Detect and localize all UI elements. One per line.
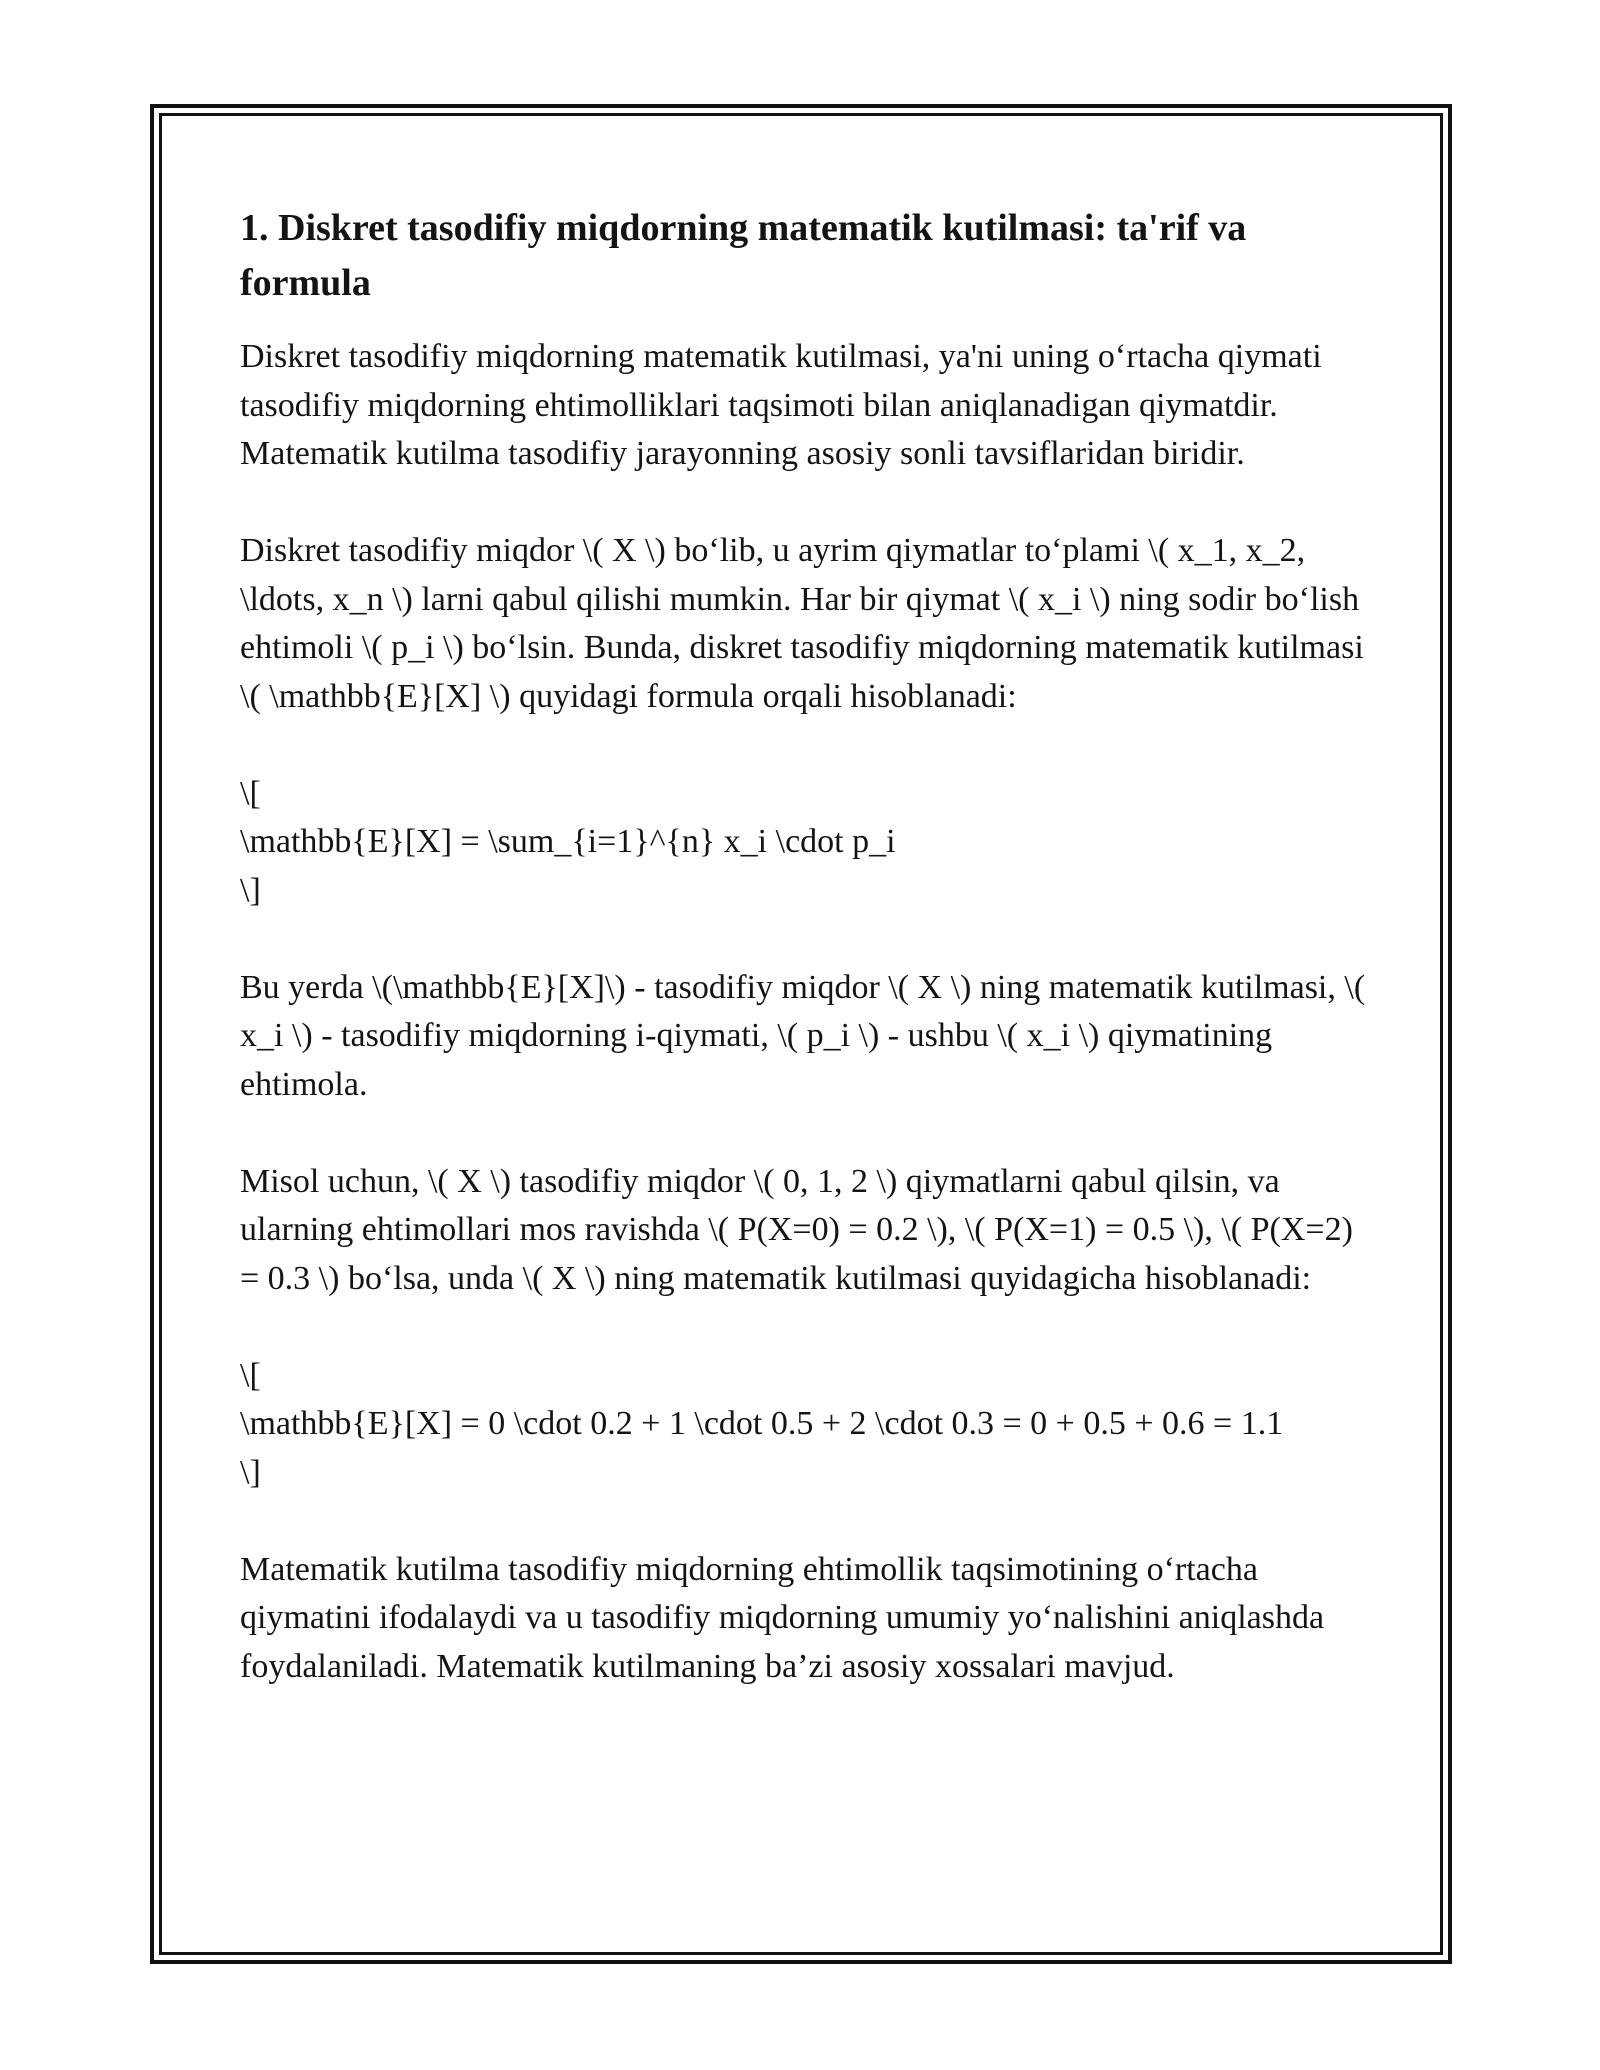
paragraph-spacer <box>240 1497 1380 1546</box>
paragraph-setup: Diskret tasodifiy miqdor \( X \) bo‘lib, u ayrim qiymatlar to‘plami \( x_1, x_2, \ldots, x_n \) larni qabul qilishi mumkin. Har bir qiymat \( x_i \) ning sodir bo‘lish ehtimoli \( p_i \) bo‘lsin. Bunda, diskret tasodifiy miqdorning matematik kutilmasi \( \mathbb{E}[X] \) quyidagi formula orqali hisoblanadi: <box>240 532 1373 715</box>
document-body <box>240 201 1380 1691</box>
formula-example-calculation: \[ \mathbb{E}[X] = 0 \cdot 0.2 + 1 \cdot 0.5 + 2 \cdot 0.3 = 0 + 0.5 + 0.6 = 1.1 \] <box>240 1356 1284 1491</box>
formula-expectation: \[ \mathbb{E}[X] = \sum_{i=1}^{n} x_i \cdot p_i \] <box>240 774 896 909</box>
page-border <box>150 104 1452 1964</box>
paragraph-spacer <box>240 1109 1380 1158</box>
page-border-inner <box>159 113 1443 1955</box>
paragraph-definition: Diskret tasodifiy miqdorning matematik kutilmasi, ya'ni uning o‘rtacha qiymati tasodifiy miqdorning ehtimolliklari taqsimoti bilan aniqlanadigan qiymatdir. Matematik kutilma tasodifiy jarayonning asosiy sonli tavsiflaridan biridir. <box>240 338 1331 472</box>
paragraph-spacer <box>240 1303 1380 1352</box>
paragraph-conclusion: Matematik kutilma tasodifiy miqdorning ehtimollik taqsimotining o‘rtacha qiymatini ifodalaydi va u tasodifiy miqdorning umumiy yo‘nalishini aniqlashda foydalaniladi. Matematik kutilmaning ba’zi asosiy xossalari mavjud. <box>240 1550 1333 1685</box>
paragraph-spacer <box>240 915 1380 964</box>
paragraph-spacer <box>240 721 1380 770</box>
section-heading: 1. Diskret tasodifiy miqdorning matematik kutilmasi: ta'rif va formula <box>240 207 1247 304</box>
paragraph-notation: Bu yerda \(\mathbb{E}[X]\) - tasodifiy miqdor \( X \) ning matematik kutilmasi, \( x_i \) - tasodifiy miqdorning i-qiymati, \( p_i \) - ushbu \( x_i \) qiymatining ehtimola. <box>240 968 1374 1103</box>
paragraph-spacer <box>240 479 1380 528</box>
paragraph-example: Misol uchun, \( X \) tasodifiy miqdor \( 0, 1, 2 \) qiymatlarni qabul qilsin, va ularning ehtimollari mos ravishda \( P(X=0) = 0.2 \), \( P(X=1) = 0.5 \), \( P(X=2) = 0.3 \) bo‘lsa, unda \( X \) ning matematik kutilmasi quyidagicha hisoblanadi: <box>240 1162 1362 1297</box>
